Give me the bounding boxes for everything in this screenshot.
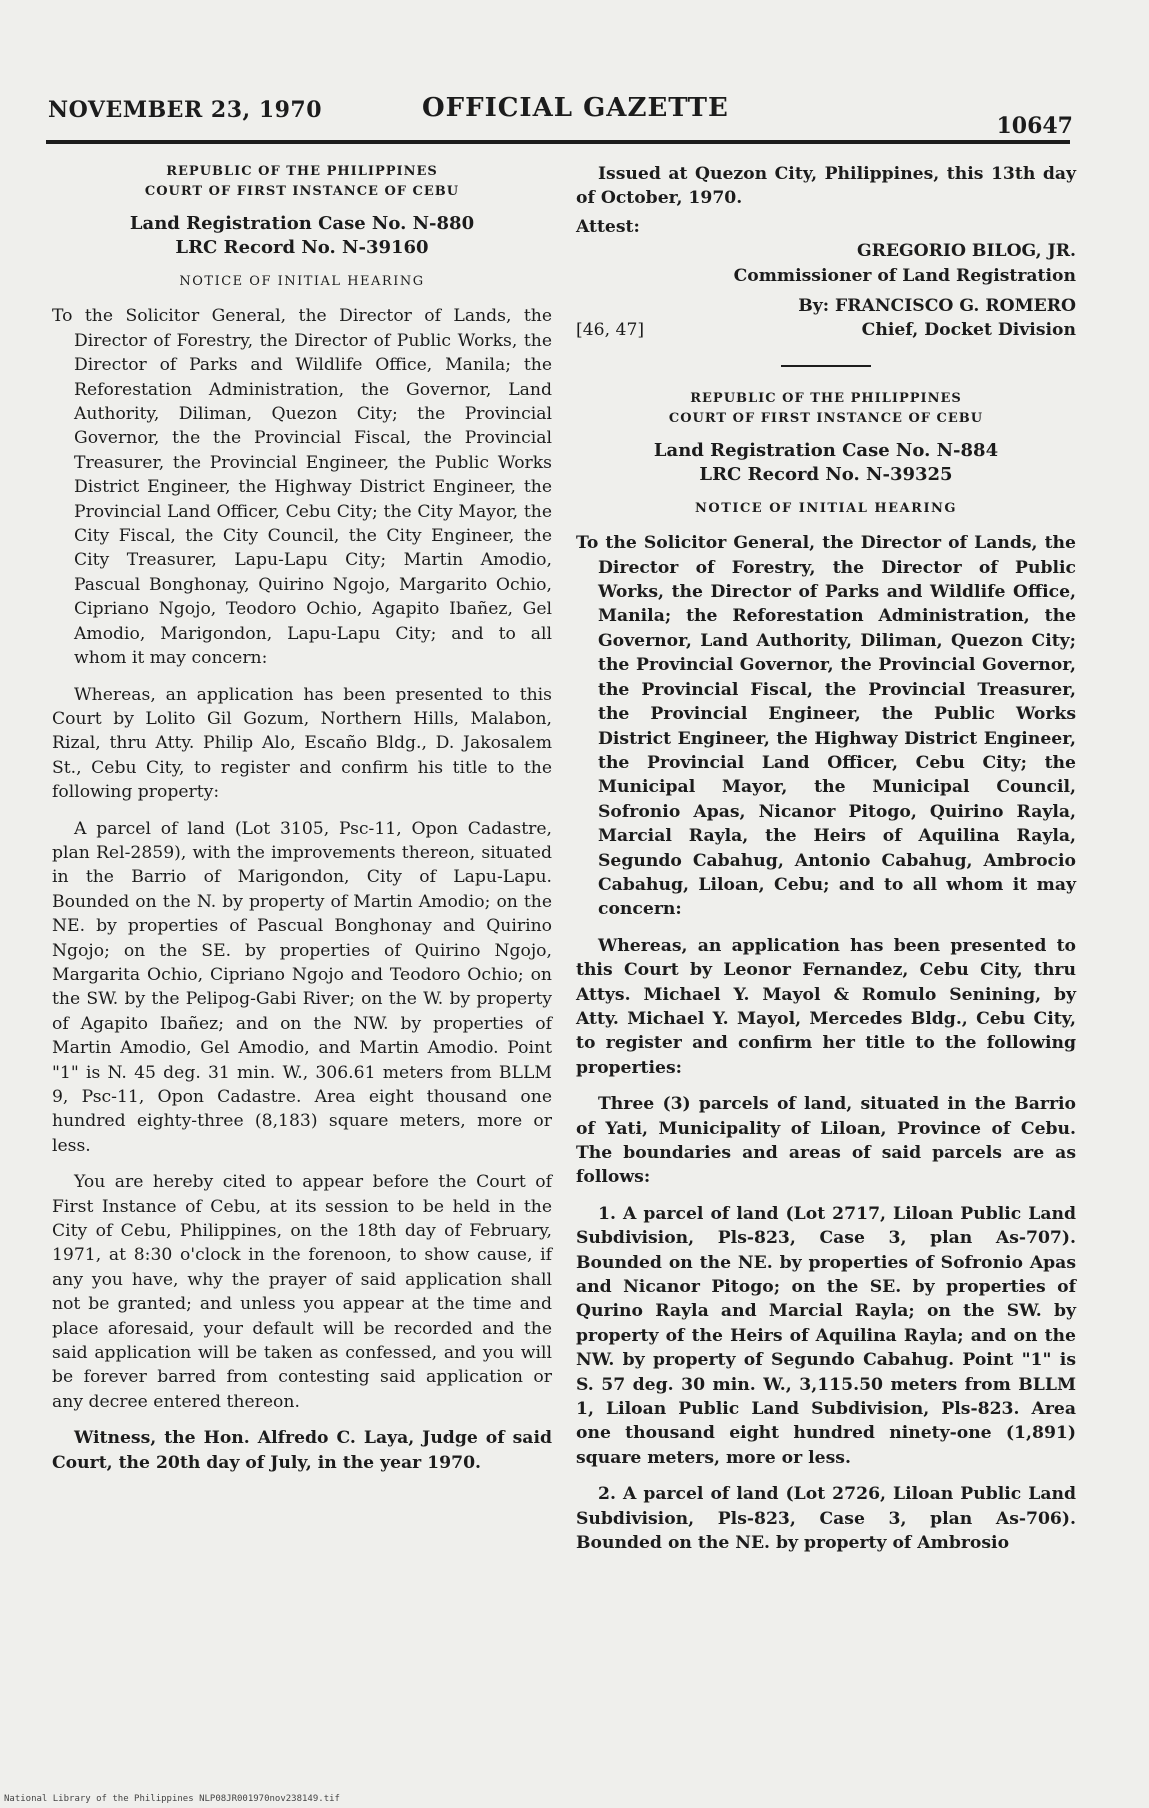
header-page-number: 10647 xyxy=(996,113,1073,139)
republic-heading-2: REPUBLIC OF THE PHILIPPINES xyxy=(690,390,962,406)
signer-name: GREGORIO BILOG, JR. xyxy=(856,241,1076,262)
application-paragraph: Whereas, an application has been presented to this Court by Lolito Gil Gozum, Northern Hills, Malabon, Rizal, thru Atty. Philip Alo, Escaño Bldg., D. Jakosalem St., Cebu City, to register and confirm his title to the following property: xyxy=(52,684,552,803)
ref-row xyxy=(576,318,1076,342)
parcel-paragraph: A parcel of land (Lot 3105, Psc-11, Opon Cadastre, plan Rel-2859), with the improvements thereon, situated in the Barrio of Marigondon, City of Lapu-Lapu. Bounded on the N. by property of Martin Amodio; on the NE. by properties of Pascual Bonghonay and Quirino Ngojo; on the SE. by properties of Quirino Ngojo, Margarita Ochio, Cipriano Ngojo and Teodoro Ochio; on the SW. by the Pelipog-Gabi River; on the W. by property of Agapito Ibañez; and on the NW. by properties of Martin Amodio, Gel Amodio, and Martin Amodio. Point "1" is N. 45 deg. 31 min. W., 306.61 meters from BLLM 9, Psc-11, Opon Cadastre. Area eight thousand one hundred eighty-three (8,183) square meters, more or less. xyxy=(52,818,552,1156)
case-number: Land Registration Case No. N-880 xyxy=(129,213,475,234)
attest-label: Attest: xyxy=(576,216,640,237)
docket-title: Chief, Docket Division xyxy=(861,320,1076,341)
issued-line: Issued at Quezon City, Philippines, this 13th day of October, 1970. xyxy=(576,164,1076,209)
parcel-2-paragraph: 2. A parcel of land (Lot 2726, Liloan Public Land Subdivision, Pls-823, Case 3, plan As-706). Bounded on the NE. by property of Ambrosio xyxy=(576,1484,1076,1554)
witness-paragraph: Witness, the Hon. Alfredo C. Laya, Judge of said Court, the 20th day of July, in the year 1970. xyxy=(52,1428,552,1473)
notice-heading: NOTICE OF INITIAL HEARING xyxy=(179,274,425,289)
case-number-2: Land Registration Case No. N-884 xyxy=(653,439,999,461)
addressees-paragraph: To the Solicitor General, the Director of Lands, the Director of Forestry, the Director of Public Works, the Director of Parks and Wildlife Office, Manila; the Reforestation Administration, the Governor, Land Authority, Diliman, Quezon City; the Provincial Governor, the the Provincial Fiscal, the Provincial Treasurer, the Provincial Engineer, the Public Works District Engineer, the Highway District Engineer, the Provincial Land Officer, Cebu City; the City Mayor, the City Fiscal, the City Council, the City Engineer, the City Treasurer, Lapu-Lapu City; Martin Amodio, Pascual Bonghonay, Quirino Ngojo, Margarito Ochio, Cipriano Ngojo, Teodoro Ochio, Agapito Ibañez, Gel Amodio, Marigondon, Lapu-Lapu City; and to all whom it may concern: xyxy=(52,306,552,669)
header-rule xyxy=(46,140,1070,144)
lrc-record: LRC Record No. N-39160 xyxy=(175,237,429,258)
scan-footer: National Library of the Philippines NLP08JR001970nov238149.tif xyxy=(4,1794,340,1804)
notice-heading-2: NOTICE OF INITIAL HEARING xyxy=(694,500,958,516)
application-paragraph-2: Whereas, an application has been presented to this Court by Leonor Fernandez, Cebu City, thru Attys. Michael Y. Mayol & Romulo Senining, by Atty. Michael Y. Mayol, Mercedes Bldg., Cebu City, to register and confirm her title to the following properties: xyxy=(576,935,1076,1078)
addressees-paragraph-2: To the Solicitor General, the Director of Lands, the Director of Forestry, the Director of Public Works, the Director of Parks and Wildlife Office, Manila; the Reforestation Administration, the Governor, Land Authority, Diliman, Quezon City; the Provincial Governor, the Provincial Governor, the Provincial Fiscal, the Provincial Treasurer, the Provincial Engineer, the Public Works District Engineer, the Highway District Engineer, the Provincial Land Officer, Cebu City; the Municipal Mayor, the Municipal Council, Sofronio Apas, Nicanor Pitogo, Quirino Rayla, Marcial Rayla, the Heirs of Aquilina Rayla, Segundo Cabahug, Antonio Cabahug, Ambrocio Cabahug, Liloan, Cebu; and to all whom it may concern: xyxy=(576,533,1076,920)
court-heading-2: COURT OF FIRST INSTANCE OF CEBU xyxy=(668,410,984,426)
lrc-record-2: LRC Record No. N-39325 xyxy=(699,463,953,485)
header-title: OFFICIAL GAZETTE xyxy=(422,93,729,123)
reference-number: [46, 47] xyxy=(576,320,645,341)
republic-heading: REPUBLIC OF THE PHILIPPINES xyxy=(166,164,438,179)
section-divider xyxy=(781,365,871,367)
parcels-intro-paragraph: Three (3) parcels of land, situated in the Barrio of Yati, Municipality of Liloan, Province of Cebu. The boundaries and areas of said parcels are as follows: xyxy=(576,1094,1076,1188)
parcel-1-paragraph: 1. A parcel of land (Lot 2717, Liloan Public Land Subdivision, Pls-823, Case 3, plan As-707). Bounded on the NE. by properties of Sofronio Apas and Nicanor Pitogo; on the SE. by properties of Qurino Rayla and Marcial Rayla; on the SW. by property of the Heirs of Aquilina Rayla; and on the NW. by property of Segundo Cabahug. Point "1" is S. 57 deg. 30 min. W., 3,115.50 meters from BLLM 1, Liloan Public Land Subdivision, Pls-823. Area one thousand eight hundred ninety-one (1,891) square meters, more or less. xyxy=(576,1203,1076,1468)
citation-paragraph: You are hereby cited to appear before the Court of First Instance of Cebu, at its session to be held in the City of Cebu, Philippines, on the 18th day of February, 1971, at 8:30 o'clock in the forenoon, to show cause, if any you have, why the prayer of said application shall not be granted; and unless you appear at the time and place aforesaid, your default will be recorded and the said application will be taken as confessed, and you will be forever barred from contesting said application or any decree entered thereon. xyxy=(52,1172,552,1412)
signer-title: Commissioner of Land Registration xyxy=(733,265,1076,286)
header-date: NOVEMBER 23, 1970 xyxy=(48,97,323,123)
right-column xyxy=(576,162,1076,1568)
by-signer: By: FRANCISCO G. ROMERO xyxy=(798,296,1076,317)
court-heading: COURT OF FIRST INSTANCE OF CEBU xyxy=(144,184,460,199)
left-column xyxy=(52,162,552,1487)
